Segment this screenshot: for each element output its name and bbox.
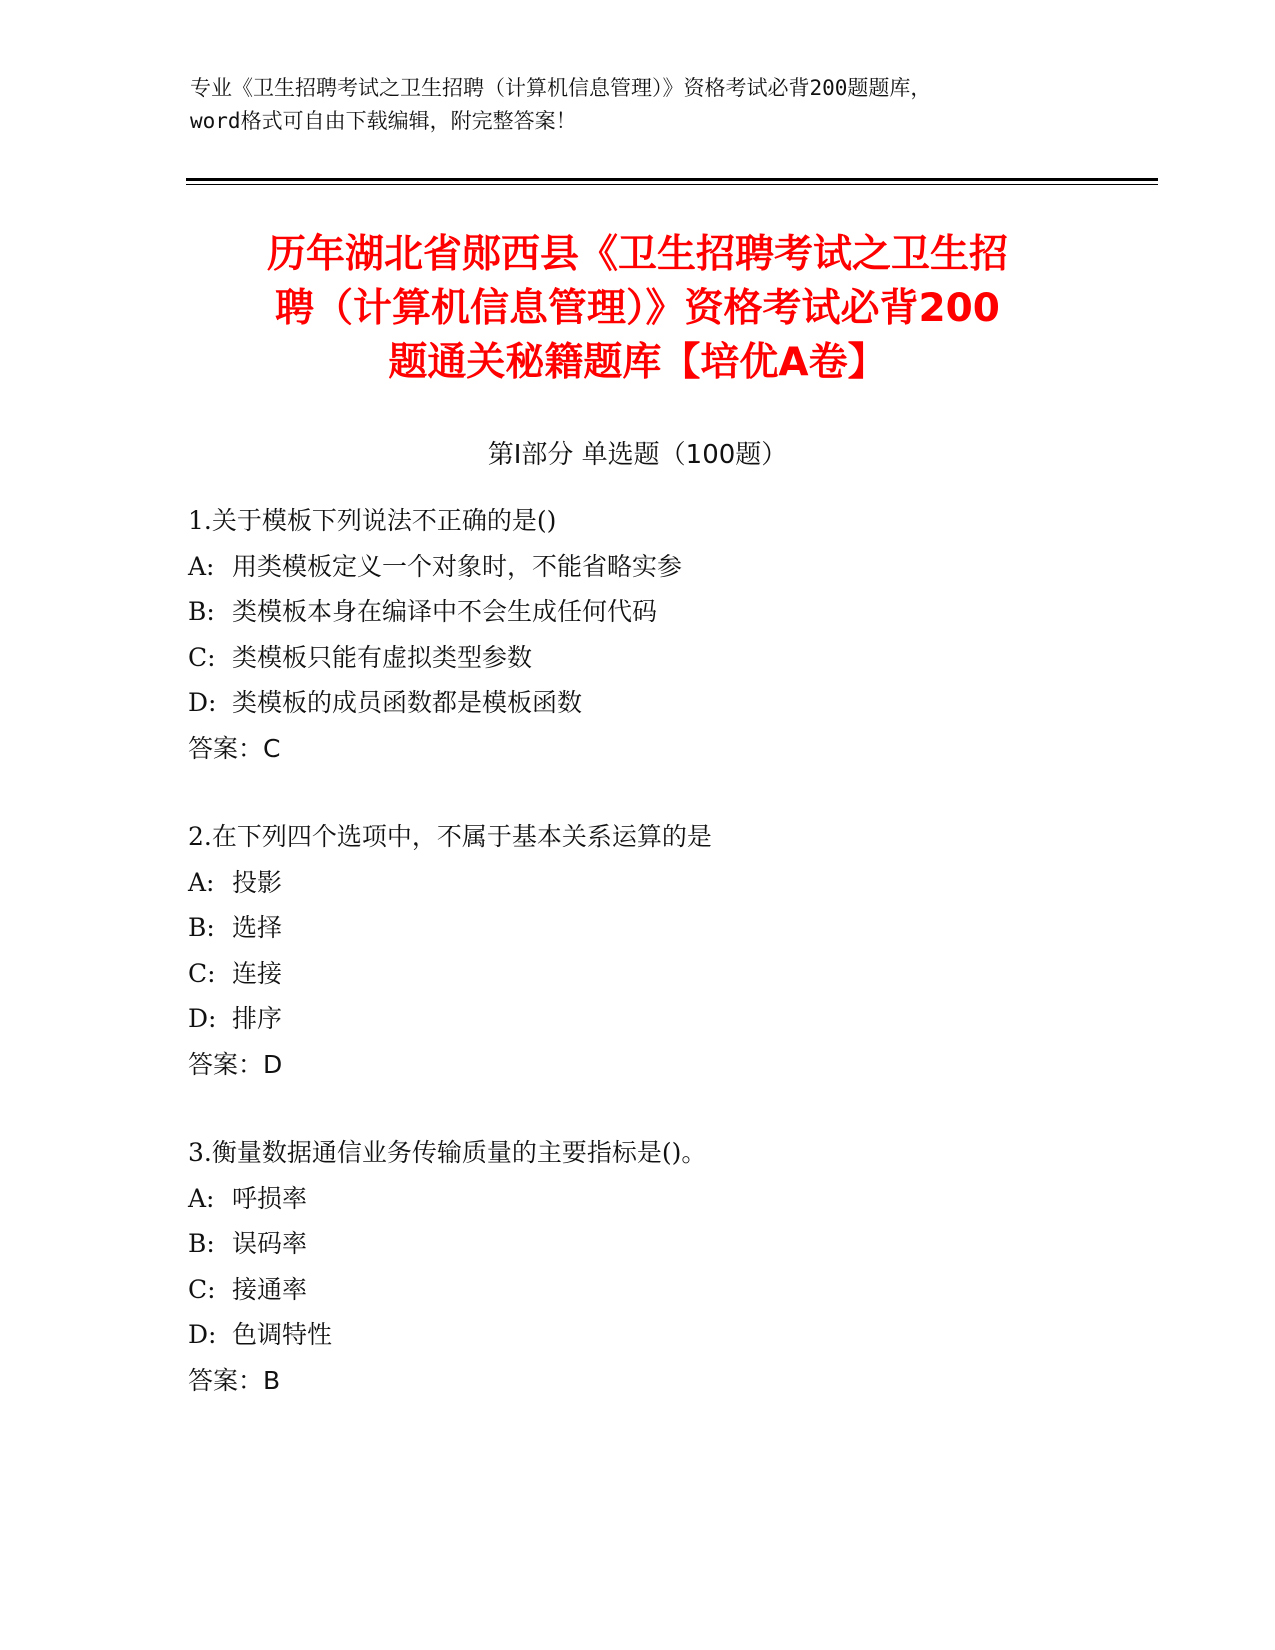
- option-letter: D:: [188, 1320, 217, 1349]
- option-b: [188, 1221, 1088, 1267]
- answer-line: [188, 1042, 1088, 1088]
- question-1: [188, 498, 1088, 771]
- option-b: [188, 589, 1088, 635]
- document-title-line-2: 聘（计算机信息管理）》资格考试必背200: [275, 286, 1000, 331]
- option-d: [188, 680, 1088, 726]
- question-stem: 1.关于模板下列说法不正确的是(): [188, 506, 557, 535]
- option-a: [188, 544, 1088, 590]
- option-letter: C:: [188, 1274, 216, 1304]
- option-letter: A:: [188, 1183, 215, 1213]
- option-c: [188, 951, 1088, 997]
- answer-value: B: [263, 1365, 281, 1395]
- option-letter: A:: [188, 551, 215, 581]
- option-letter: A:: [188, 867, 215, 897]
- header-note: [190, 72, 1090, 138]
- answer-label: 答案：: [188, 1365, 264, 1395]
- option-c: [188, 635, 1088, 681]
- answer-line: [188, 1358, 1088, 1404]
- section-title: 第Ⅰ部分 单选题（100题）: [487, 440, 788, 470]
- option-text: 类模板的成员函数都是模板函数: [232, 688, 583, 717]
- question-stem: 3.衡量数据通信业务传输质量的主要指标是()。: [188, 1138, 707, 1167]
- option-c: [188, 1267, 1088, 1313]
- answer-value: C: [263, 733, 281, 763]
- option-text: 类模板本身在编译中不会生成任何代码: [232, 597, 658, 626]
- document-title-line-3: 题通关秘籍题库【培优A卷】: [388, 340, 887, 385]
- option-letter: C:: [188, 958, 216, 988]
- header-divider-thick: [186, 178, 1158, 181]
- option-text: 用类模板定义一个对象时，不能省略实参: [232, 551, 683, 581]
- option-text: 呼损率: [232, 1183, 308, 1213]
- option-d: [188, 1312, 1088, 1358]
- header-note-line-1: 专业《卫生招聘考试之卫生招聘（计算机信息管理）》资格考试必背200题题库，: [190, 76, 932, 100]
- answer-line: [188, 726, 1088, 772]
- header-note-line-2: word格式可自由下载编辑，附完整答案！: [190, 109, 577, 133]
- option-letter: D:: [188, 1004, 217, 1033]
- document-title: [170, 228, 1105, 390]
- answer-value: D: [263, 1049, 283, 1079]
- option-text: 接通率: [232, 1274, 308, 1304]
- option-text: 选择: [232, 913, 283, 942]
- option-text: 连接: [232, 958, 283, 988]
- answer-label: 答案：: [188, 1049, 264, 1079]
- option-text: 类模板只能有虚拟类型参数: [232, 642, 533, 672]
- option-letter: B:: [188, 913, 215, 942]
- option-a: [188, 1176, 1088, 1222]
- option-b: [188, 905, 1088, 951]
- question-stem: 2.在下列四个选项中，不属于基本关系运算的是: [188, 822, 712, 851]
- option-d: [188, 996, 1088, 1042]
- document-title-line-1: 历年湖北省郧西县《卫生招聘考试之卫生招: [266, 232, 1008, 277]
- option-a: [188, 860, 1088, 906]
- question-2: [188, 814, 1088, 1087]
- option-letter: B:: [188, 1229, 215, 1258]
- option-letter: D:: [188, 688, 217, 717]
- option-text: 投影: [232, 867, 283, 897]
- option-text: 色调特性: [232, 1320, 333, 1349]
- header-divider-thin: [186, 184, 1158, 185]
- question-3: [188, 1130, 1088, 1403]
- option-text: 误码率: [232, 1229, 308, 1258]
- answer-label: 答案：: [188, 733, 264, 763]
- option-letter: B:: [188, 597, 215, 626]
- option-text: 排序: [232, 1004, 283, 1033]
- option-letter: C:: [188, 642, 216, 672]
